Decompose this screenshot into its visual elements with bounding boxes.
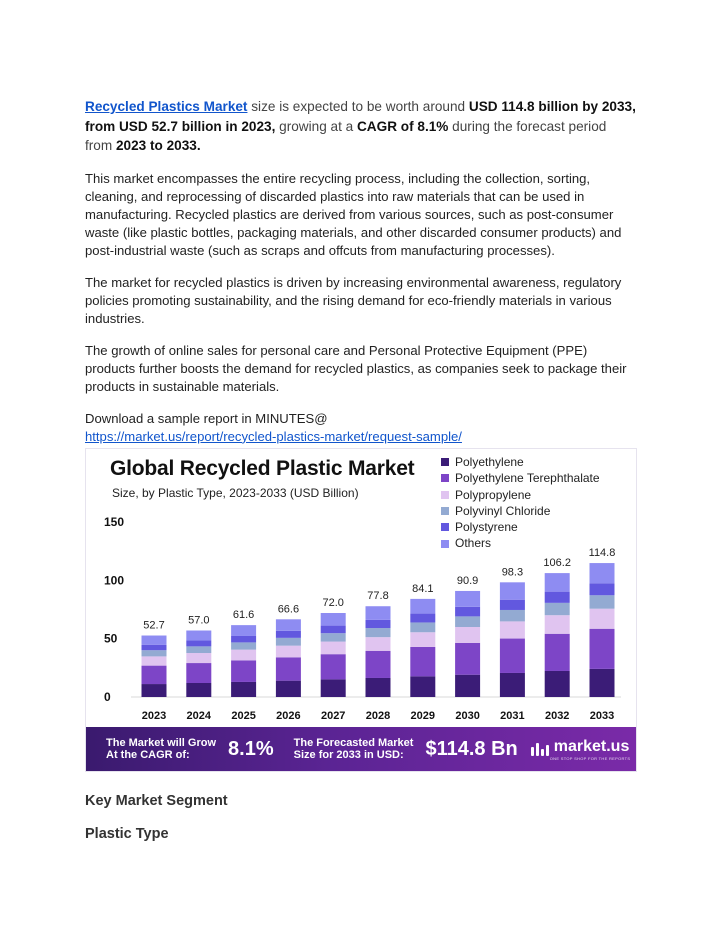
y-tick-label: 0: [104, 690, 111, 704]
bar-segment: [321, 633, 346, 641]
cagr-value: 8.1%: [228, 737, 274, 760]
bar-segment: [545, 573, 570, 592]
bar-segment: [142, 645, 167, 650]
y-tick-label: 100: [104, 573, 125, 588]
legend-label: Polyethylene: [455, 455, 524, 469]
bar-segment: [590, 629, 615, 669]
key-market-segment-heading: Key Market Segment: [85, 793, 228, 809]
bar-segment: [500, 621, 525, 638]
bar-segment: [231, 660, 256, 682]
intro-bold-period: 2023 to 2033.: [115, 138, 201, 153]
x-tick-label: 2025: [231, 710, 256, 722]
x-tick-label: 2024: [186, 710, 212, 722]
cagr-banner: [86, 727, 636, 771]
sample-report-link[interactable]: https://market.us/report/recycled-plastics-market/request-sample/: [85, 428, 462, 444]
forecast-size-value: $114.8 Bn: [425, 737, 518, 760]
bar-segment: [410, 632, 435, 647]
bar-total-label: 66.6: [277, 603, 300, 616]
bar-segment: [410, 676, 435, 697]
paragraph-online-sales: The growth of online sales for personal care and Personal Protective Equipment (PPE) products further boosts the demand for recycled plastics, as companies seek to package their products in sustainable materials.: [85, 342, 627, 394]
x-tick-label: 2027: [320, 710, 346, 722]
bar-segment: [142, 684, 167, 697]
bar-total-label: 98.3: [501, 566, 524, 579]
bar-segment: [276, 619, 301, 631]
bar-segment: [590, 669, 615, 697]
bar-segment: [455, 675, 480, 697]
market-us-logo: [530, 738, 631, 761]
bar-segment: [186, 640, 211, 646]
bar-segment: [366, 637, 391, 651]
bar-segment: [590, 583, 615, 595]
y-tick-label: 150: [104, 515, 125, 529]
x-tick-label: 2033: [589, 710, 615, 722]
bar-segment: [276, 638, 301, 646]
bar-segment: [410, 599, 435, 614]
bar-segment: [545, 592, 570, 603]
cagr-label: [106, 737, 216, 761]
cagr-label-line1: The Market will Grow: [106, 737, 217, 749]
y-tick-label: 50: [104, 631, 118, 646]
logo-tagline: ONE STOP SHOP FOR THE REPORTS: [549, 755, 631, 761]
legend-label: Others: [455, 536, 492, 551]
paragraph-drivers: The market for recycled plastics is driven by increasing environmental awareness, regulatory policies promoting sustainability, and the rising demand for eco-friendly materials in various industries.: [85, 274, 622, 326]
bar-segment: [455, 607, 480, 617]
bar-total-label: 57.0: [188, 614, 210, 627]
market-chart-figure: [85, 448, 637, 772]
bar-segment: [366, 628, 391, 637]
bar-segment: [276, 631, 301, 638]
x-tick-label: 2026: [276, 710, 301, 722]
market-us-logo-icon: [530, 740, 550, 758]
bar-segment: [590, 595, 615, 608]
bar-total-label: 77.8: [367, 590, 389, 603]
x-tick-label: 2031: [500, 710, 525, 722]
intro-text-2: growing at a: [275, 118, 357, 134]
intro-bold-value: USD 114.8 billion by 2033, from USD 52.7 billion in 2023,: [85, 99, 636, 134]
x-tick-label: 2029: [410, 710, 436, 722]
bar-segment: [500, 600, 525, 610]
intro-text-3: during the forecast period from: [85, 118, 607, 153]
bar-segment: [500, 639, 525, 673]
bar-segment: [366, 606, 391, 620]
bar-segment: [590, 563, 615, 583]
bar-segment: [186, 631, 211, 641]
bar-segment: [455, 627, 480, 643]
bar-segment: [231, 642, 256, 649]
article-body: [85, 97, 637, 446]
x-tick-label: 2032: [544, 710, 570, 722]
stacked-bar-chart: [86, 449, 638, 729]
bar-segment: [276, 646, 301, 658]
bar-total-label: 90.9: [456, 574, 479, 587]
bar-total-label: 61.6: [232, 609, 255, 622]
bar-segment: [276, 657, 301, 680]
size-label-line2: Size for 2033 in USD:: [293, 749, 404, 761]
bar-total-label: 114.8: [588, 547, 616, 560]
bar-segment: [231, 636, 256, 642]
cagr-label-line2: At the CAGR of:: [106, 749, 190, 761]
bar-segment: [410, 614, 435, 623]
size-label-line1: The Forecasted Market: [293, 737, 414, 749]
bar-total-label: 52.7: [143, 619, 165, 632]
chart-title: Global Recycled Plastic Market: [110, 457, 415, 480]
intro-text-1: size is expected to be worth around: [247, 99, 469, 114]
legend-label: Polypropylene: [455, 487, 532, 502]
bar-segment: [455, 616, 480, 627]
bar-segment: [500, 610, 525, 621]
download-label: Download a sample report in MINUTES@: [85, 410, 328, 426]
forecast-size-label: [294, 737, 414, 761]
bar-total-label: 106.2: [543, 557, 571, 570]
bar-segment: [321, 654, 346, 679]
bar-segment: [186, 683, 211, 697]
bar-total-label: 84.1: [412, 582, 434, 595]
bar-segment: [142, 650, 167, 656]
bar-segment: [545, 615, 570, 634]
bar-segment: [500, 673, 525, 697]
bar-segment: [321, 626, 346, 634]
legend-label: Polyethylene Terephthalate: [455, 471, 600, 486]
bar-segment: [231, 625, 256, 636]
bar-segment: [231, 650, 256, 661]
bar-segment: [366, 620, 391, 628]
bar-segment: [455, 591, 480, 607]
bar-segment: [321, 642, 346, 655]
bar-total-label: 72.0: [322, 597, 344, 609]
bar-segment: [366, 651, 391, 678]
bar-segment: [410, 647, 435, 676]
bar-segment: [590, 609, 615, 629]
x-tick-label: 2023: [141, 710, 167, 722]
x-tick-label: 2028: [365, 710, 391, 722]
x-tick-label: 2030: [455, 710, 480, 722]
plastic-type-heading: Plastic Type: [85, 826, 169, 842]
bar-segment: [142, 666, 167, 684]
legend-label: Polystyrene: [455, 520, 518, 535]
bar-segment: [321, 679, 346, 697]
bar-segment: [321, 613, 346, 626]
download-link-line: [85, 428, 637, 446]
bar-segment: [231, 682, 256, 697]
bar-segment: [366, 678, 391, 697]
bar-segment: [142, 636, 167, 645]
chart-subtitle: Size, by Plastic Type, 2023-2033 (USD Billion): [112, 486, 359, 500]
logo-text: market.us: [553, 737, 630, 755]
bar-segment: [276, 681, 301, 697]
legend-label: Polyvinyl Chloride: [455, 503, 551, 518]
bar-segment: [500, 582, 525, 599]
paragraph-process: This market encompasses the entire recycling process, including the collection, sorting, cleaning, and reprocessing of discarded plastics into raw materials that can be used in manufacturing. Recycled plastics are derived from various sources, such as post-consumer waste (like plastic bottles, packaging materials, and other discarded consumer products) and post-industrial waste (such as scraps and offcuts from manufacturing processes).: [85, 170, 622, 258]
bar-segment: [410, 622, 435, 632]
intro-paragraph: [85, 97, 637, 156]
bar-segment: [545, 603, 570, 615]
intro-bold-cagr: CAGR of 8.1%: [356, 118, 449, 134]
recycled-plastics-market-link[interactable]: Recycled Plastics Market: [85, 99, 248, 114]
bar-segment: [186, 663, 211, 683]
bar-segment: [186, 653, 211, 663]
bar-segment: [545, 671, 570, 697]
bar-segment: [455, 643, 480, 675]
bar-segment: [545, 634, 570, 671]
bar-segment: [186, 646, 211, 653]
bar-segment: [142, 656, 167, 665]
